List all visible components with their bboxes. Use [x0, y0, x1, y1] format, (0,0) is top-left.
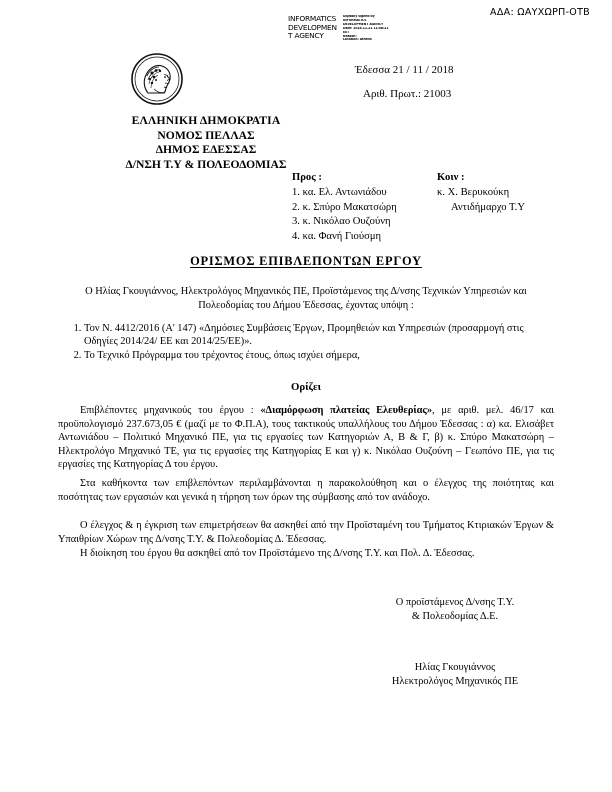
duties-text: Στα καθήκοντα των επιβλεπόντων περιλαμβάνονται η παρακολούθηση και ο έλεγχος της ποιότητας και ποσότητας των εργασιών και γενικά η τήρηση των όρων της σύμβασης από τον ανάδοχο. [58, 478, 554, 503]
orizei-heading: Ορίζει [291, 381, 321, 393]
protocol-number: Αριθ. Πρωτ.: 21003 [363, 88, 452, 100]
signature-detail-0: Digitally signed by [343, 15, 375, 18]
project-name: «Διαμόρφωση πλατείας Ελευθερίας» [260, 405, 433, 416]
list-item: 3. κ. Νικόλαο Ουζούνη [292, 216, 391, 228]
duties-paragraph [58, 477, 554, 504]
page-title [0, 254, 612, 269]
signature-agency-line-1: INFORMATICS [288, 14, 337, 23]
signature-title-block [330, 596, 580, 624]
main-paragraph [58, 404, 554, 472]
inspection-text: Ο έλεγχος & η έγκριση των επιμετρήσεων θα ασκηθεί από την Προϊσταμένη του Τμήματος Κτιριακών Έργων & Υπαιθρίων Χώρων της Δ/νσης Τ.Υ. & Πολεοδομίας Δ. Έδεσσας. [58, 520, 554, 545]
recipients-cc-label: Κοιν : [437, 172, 465, 183]
list-item: 1. Τον Ν. 4412/2016 (Α' 147) «Δημόσιες Συμβάσεις Έργων, Προμηθειών και Υπηρεσιών (προσαρμογή στις Οδηγίες 2014/24/ ΕΕ και 2014/25/ΕΕ)». [84, 322, 554, 348]
recipients-cc-name: κ. Χ. Βερυκούκη [437, 187, 510, 199]
document-date: Έδεσσα 21 / 11 / 2018 [355, 64, 454, 76]
municipal-seal-icon [130, 52, 184, 106]
intro-paragraph [58, 285, 554, 312]
signature-name-block [330, 661, 580, 689]
legal-references [58, 322, 554, 364]
signature-agency-line-3: T AGENCY [288, 31, 324, 41]
recipients-to-list [292, 186, 437, 244]
signature-agency-line-2: DEVELOPMEN [288, 22, 337, 32]
recipients-to-label: Προς : [292, 172, 322, 183]
main-part-1: Επιβλέποντες μηχανικούς του έργου : [80, 405, 261, 416]
signature-detail-4: EET [343, 30, 350, 34]
signature-details-block [343, 15, 393, 42]
page-title-text: ΟΡΙΣΜΟΣ ΕΠΙΒΛΕΠΟΝΤΩΝ ΕΡΓΟΥ [190, 254, 422, 268]
letterhead-line-3: ΔΗΜΟΣ ΕΔΕΣΣΑΣ [155, 143, 257, 157]
main-part-2: , με αριθ. μελ. 46/17 και προϋπολογισμό 237.673,05 € (μαζί με το Φ.Π.Α), τους τακτικούς υπαλλήλους του Δήμου Έδεσσας : α) κα. Ελισάβετ Αντωνιάδου – Πολιτικό Μηχανικό ΠΕ, για τις εργασίες των Κατηγοριών Α, Β & Γ, β) κ. Σπύρο Μακατσώρη – Ηλεκτρολόγο Μηχανικό ΤΕ, για τις εργασίες της Κατηγορίας Ε και γ) κ. Νικόλαο Ουζούνη – Γεωπόνο ΠΕ, για τις εργασίες της Κατηγορίας Δ του έργου. [58, 405, 554, 471]
signature-detail-6: Location: Athens [343, 38, 372, 42]
intro-text: Ο Ηλίας Γκουγιάννος, Ηλεκτρολόγος Μηχανικός ΠΕ, Προϊστάμενος της Δ/νσης Τεχνικών Υπηρεσιών και Πολεοδομίας του Δήμου Έδεσσας, έχοντας υπόψη : [85, 286, 527, 311]
signature-detail-1: INFORMATICS [343, 18, 367, 22]
letterhead-line-2: ΝΟΜΟΣ ΠΕΛΛΑΣ [157, 128, 255, 142]
letterhead-line-4: Δ/ΝΣΗ Τ.Υ & ΠΟΛΕΟΔΟΜΙΑΣ [125, 157, 287, 171]
list-item: 2. Το Τεχνικό Πρόγραμμα του τρέχοντος έτους, όπως ισχύει σήμερα, [84, 349, 554, 362]
signature-detail-2: DEVELOPMENT AGENCY [343, 22, 384, 26]
ada-code: ΑΔΑ: ΩΑΥΧΩΡΠ-ΟΤΒ [490, 7, 590, 18]
letterhead [48, 114, 364, 172]
list-item: 4. κα. Φανή Γιούσμη [292, 230, 382, 242]
inspection-paragraph [58, 519, 554, 546]
signatory-role: Ηλεκτρολόγος Μηχανικός ΠΕ [391, 675, 519, 687]
main-paragraph-text [58, 404, 554, 472]
signature-agency-block [288, 15, 340, 41]
signature-title-line-2: & Πολεοδομίας Δ.Ε. [411, 610, 499, 622]
recipients-to-column [292, 171, 437, 244]
digital-signature-stamp [288, 15, 393, 42]
list-item: 2. κ. Σπύρο Μακατσώρη [292, 201, 397, 213]
signature-detail-3: Date: 2018.11.21 11:08:21 [343, 26, 389, 30]
direction-paragraph [58, 547, 554, 561]
legal-references-list [58, 322, 554, 363]
signature-title-line-1: Ο προϊστάμενος Δ/νσης Τ.Υ. [395, 597, 515, 608]
direction-text: Η διοίκηση του έργου θα ασκηθεί από τον Προϊστάμενο της Δ/νσης Τ.Υ. και Πολ. Δ. Έδεσσας. [80, 548, 475, 559]
signatory-name: Ηλίας Γκουγιάννος [414, 662, 496, 673]
recipients-block [292, 171, 592, 244]
letterhead-line-1: ΕΛΛΗΝΙΚΗ ΔΗΜΟΚΡΑΤΙΑ [131, 114, 281, 127]
recipients-cc-column [437, 171, 587, 244]
list-item: 1. κα. Ελ. Αντωνιάδου [292, 187, 387, 199]
recipients-cc-role: Αντιδήμαρχο Τ.Υ [451, 201, 526, 213]
signature-detail-5: Reason: [343, 34, 357, 38]
